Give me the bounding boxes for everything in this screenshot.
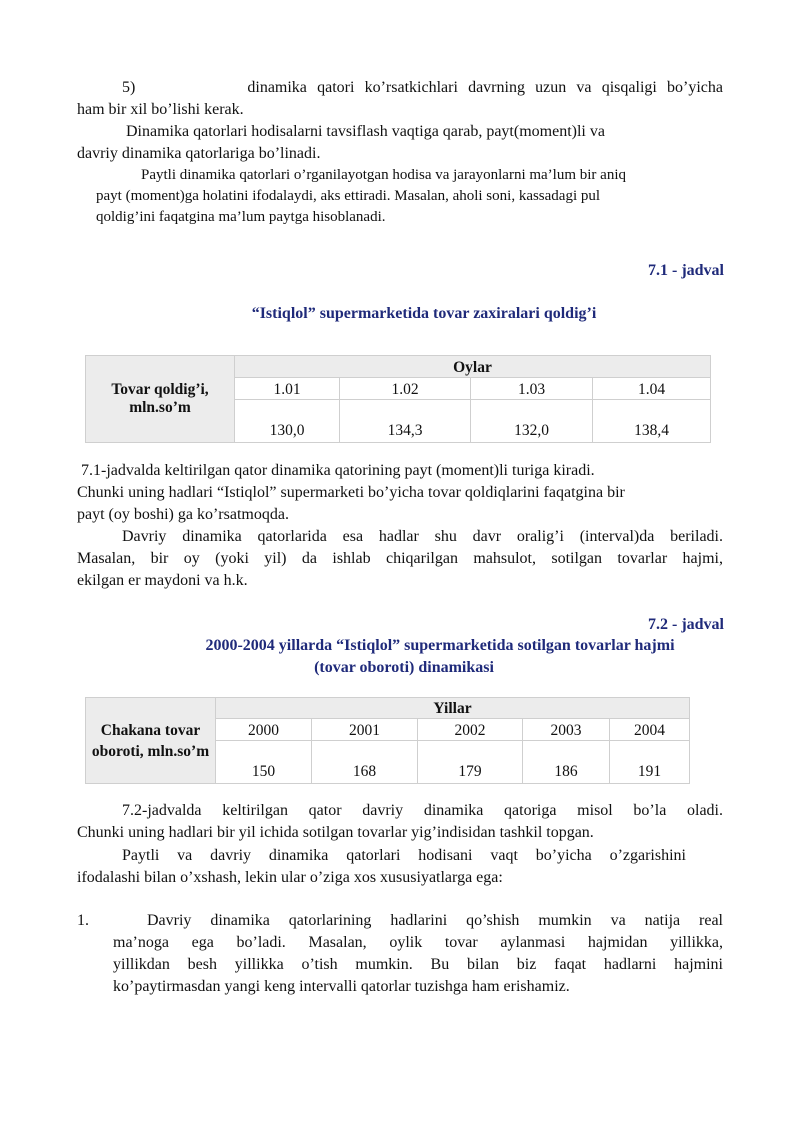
list-item1-line2: ma’noga ega bo’ladi. Masalan, oylik tovar aylanmasi hajmidan yillikka, xyxy=(113,934,723,951)
para3-line2: payt (moment)ga holatini ifodalaydi, aks ettiradi. Masalan, aholi soni, kassadagi pul xyxy=(96,188,601,204)
table2-title-line2: (tovar oboroti) dinamikasi xyxy=(314,659,494,676)
para2-line1: Dinamika qatorlari hodisalarni tavsiflash vaqtiga qarab, payt(moment)li va xyxy=(126,123,605,140)
table2-col-2: 2001 xyxy=(312,719,418,741)
para7-line2: ifodalashi bilan o’xshash, lekin ular o’ziga xos xususiyatlarga ega: xyxy=(77,869,503,886)
list-item1-line4: ko’paytirmasdan yangi keng intervalli qatorlar tuzishga ham erishamiz. xyxy=(113,978,570,995)
list-item1-marker: 1. xyxy=(77,912,89,929)
para6-line2: Chunki uning hadlari bir yil ichida sotilgan tovarlar yig’indisidan tashkil topgan. xyxy=(77,824,594,841)
table1-row-header: Tovar qoldig’i, mln.so’m xyxy=(86,356,235,443)
para4-line3: payt (oy boshi) ga ko’rsatmoqda. xyxy=(77,506,289,523)
table2-col-3: 2002 xyxy=(418,719,523,741)
table1-number: 7.1 - jadval xyxy=(648,262,724,279)
para5-line2: Masalan, bir oy (yoki yil) da ishlab chiqarilgan mahsulot, sotilgan tovarlar hajmi, xyxy=(77,550,723,567)
table2-col-4: 2003 xyxy=(523,719,610,741)
table2-col-1: 2000 xyxy=(216,719,312,741)
para3-line1: Paytli dinamika qatorlari o’rganilayotgan hodisa va jarayonlarni ma’lum bir aniq xyxy=(141,167,627,183)
table2-value-2: 168 xyxy=(312,741,418,784)
table2-number: 7.2 - jadval xyxy=(648,616,724,633)
table2-col-5: 2004 xyxy=(610,719,690,741)
para3-line3: qoldig’ini faqatgina ma’lum paytga hisoblanadi. xyxy=(96,209,386,225)
para5-line3: ekilgan er maydoni va h.k. xyxy=(77,572,248,589)
table2-value-3: 179 xyxy=(418,741,523,784)
table2-group-header: Yillar xyxy=(216,698,690,719)
para7-line1: Paytli va davriy dinamika qatorlari hodisani vaqt bo’yicha o’zgarishini xyxy=(122,847,686,864)
table1-value-2: 134,3 xyxy=(340,400,471,443)
table1-value-1: 130,0 xyxy=(235,400,340,443)
table1 xyxy=(85,355,711,443)
table2-row-header: Chakana tovar oboroti, mln.so’m xyxy=(86,698,216,784)
table2-title-line1: 2000-2004 yillarda “Istiqlol” supermarketida sotilgan tovarlar hajmi xyxy=(205,637,675,654)
table2 xyxy=(85,697,690,784)
para4-line1: 7.1-jadvalda keltirilgan qator dinamika qatorining payt (moment)li turiga kiradi. xyxy=(81,462,595,479)
table1-col-1: 1.01 xyxy=(235,378,340,400)
table1-value-4: 138,4 xyxy=(593,400,711,443)
list-item1-line1: Davriy dinamika qatorlarining hadlarini qo’shish mumkin va natija real xyxy=(147,912,723,929)
table1-title: “Istiqlol” supermarketida tovar zaxiralari qoldig’i xyxy=(251,305,597,322)
table1-value-3: 132,0 xyxy=(471,400,593,443)
para4-line2: Chunki uning hadlari “Istiqlol” supermarketi bo’yicha tovar qoldiqlarini faqatgina bir xyxy=(77,484,625,501)
table2-value-1: 150 xyxy=(216,741,312,784)
table2-value-5: 191 xyxy=(610,741,690,784)
para6-line1: 7.2-jadvalda keltirilgan qator davriy dinamika qatoriga misol bo’la oladi. xyxy=(122,802,723,819)
table1-group-header: Oylar xyxy=(235,356,711,378)
table1-col-4: 1.04 xyxy=(593,378,711,400)
para2-line2: davriy dinamika qatorlariga bo’linadi. xyxy=(77,145,321,162)
para5-line1: Davriy dinamika qatorlarida esa hadlar shu davr oralig’i (interval)da beriladi. xyxy=(122,528,723,545)
table1-col-3: 1.03 xyxy=(471,378,593,400)
para1-line1: 5) dinamika qatori ko’rsatkichlari davrning uzun va qisqaligi bo’yicha xyxy=(122,79,723,96)
list-item1-line3: yillikdan besh yillikka o’tish mumkin. Bu bilan biz faqat hadlarni hajmini xyxy=(113,956,723,973)
table2-value-4: 186 xyxy=(523,741,610,784)
table1-col-2: 1.02 xyxy=(340,378,471,400)
para1-line2: ham bir xil bo’lishi kerak. xyxy=(77,101,244,118)
